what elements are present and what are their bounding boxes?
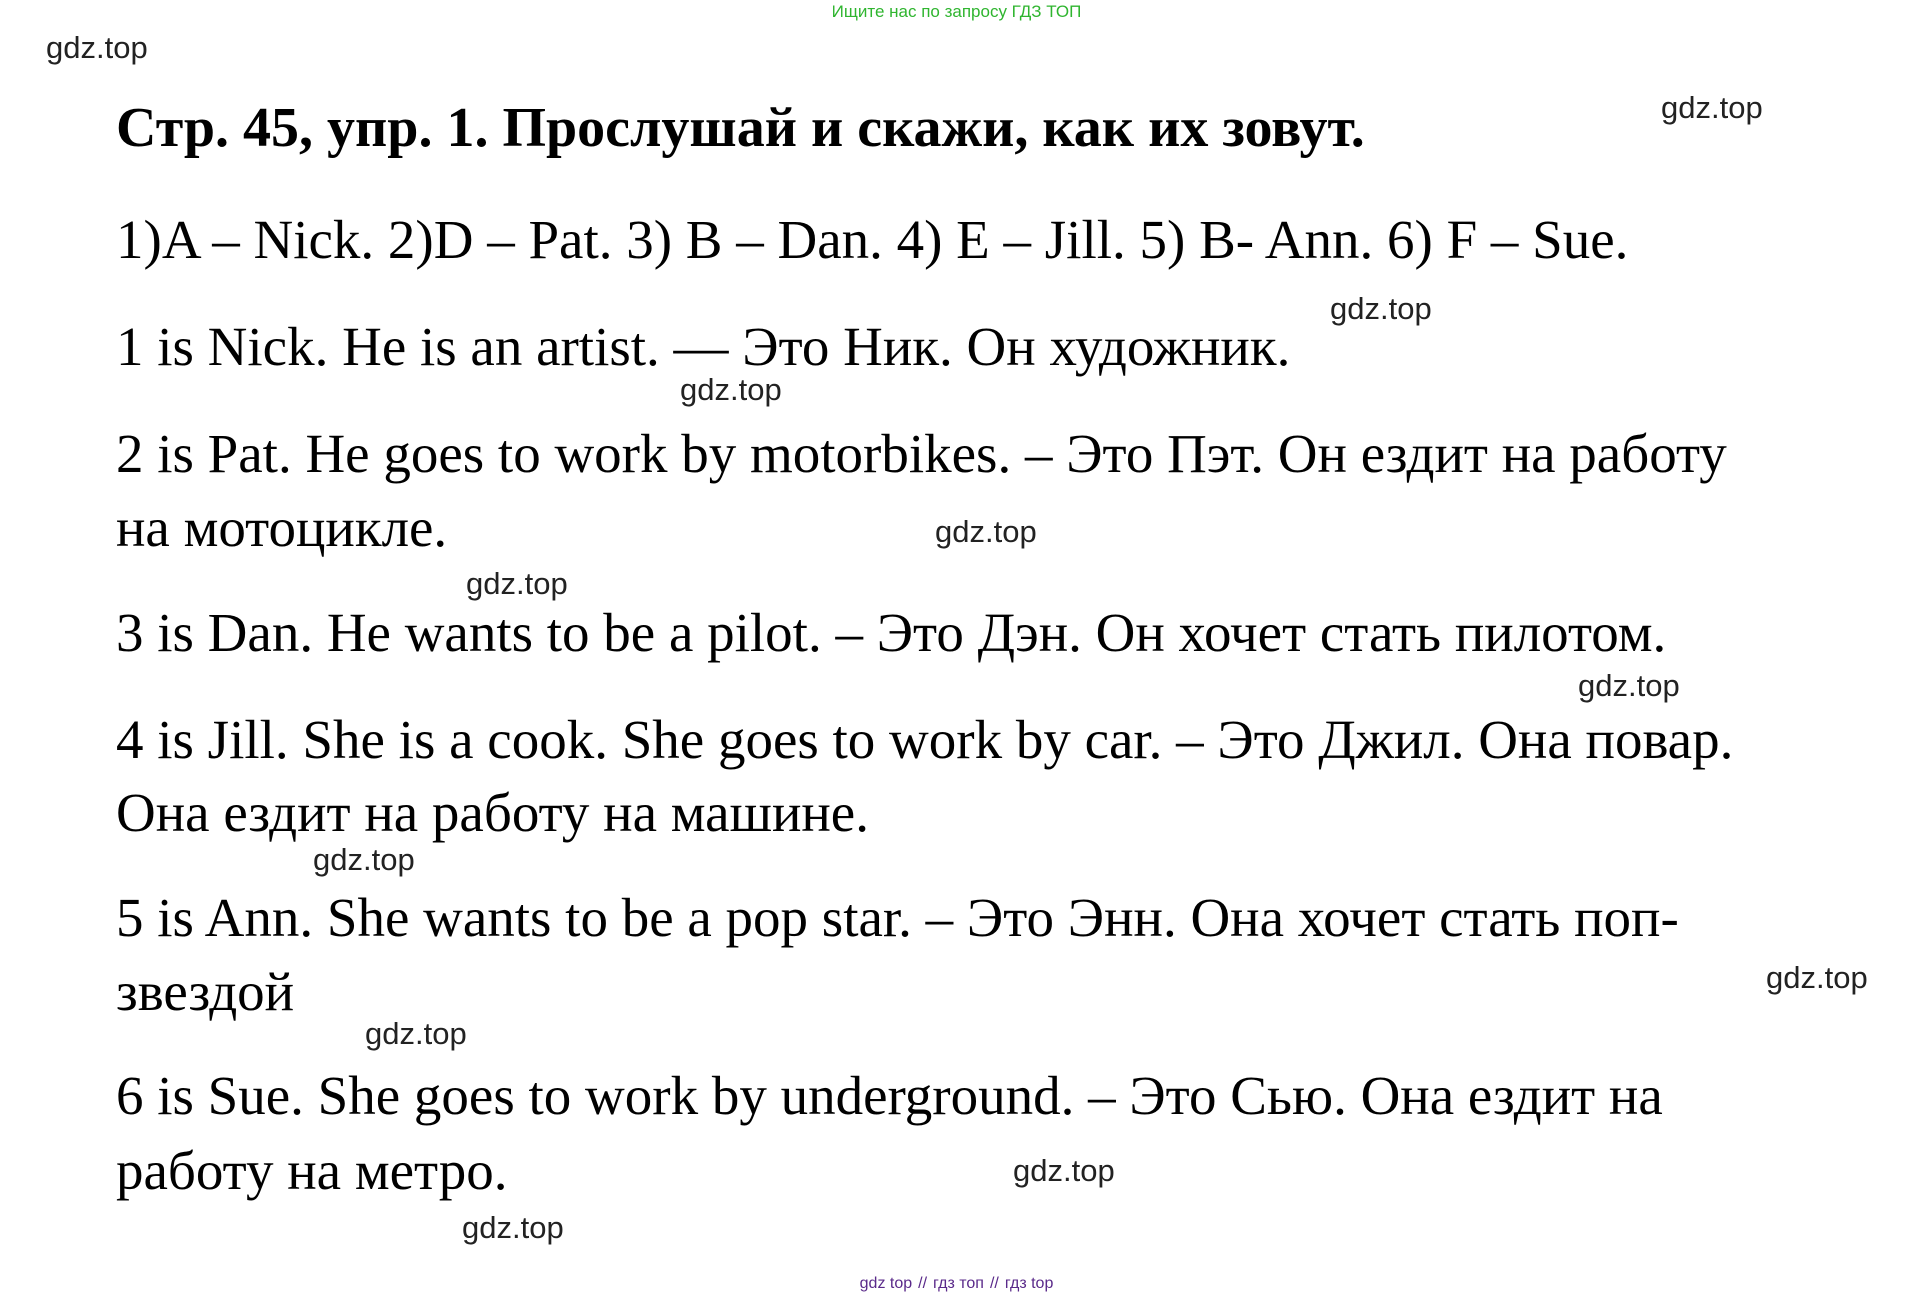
watermark: gdz.top bbox=[313, 842, 415, 877]
watermark: gdz.top bbox=[935, 514, 1037, 549]
watermark: gdz.top bbox=[466, 566, 568, 601]
text-line: на мотоцикле. bbox=[116, 497, 448, 558]
text-line: 5 is Ann. She wants to be a pop star. – Это Энн. Она хочет стать поп- bbox=[116, 887, 1679, 948]
footer-separator: // bbox=[918, 1275, 928, 1292]
watermark: gdz.top bbox=[1013, 1153, 1115, 1188]
watermark: gdz.top bbox=[1766, 960, 1868, 995]
text-line: Она ездит на работу на машине. bbox=[116, 782, 869, 843]
watermark: gdz.top bbox=[46, 30, 148, 65]
footer-separator: // bbox=[989, 1275, 999, 1292]
footer-link[interactable]: гдз топ bbox=[933, 1275, 984, 1292]
footer-link[interactable]: гдз top bbox=[1004, 1275, 1054, 1292]
text-line: 1 is Nick. He is an artist. — Это Ник. Он художник. bbox=[116, 316, 1291, 377]
watermark: gdz.top bbox=[1661, 90, 1763, 125]
text-line: 3 is Dan. He wants to be a pilot. – Это Дэн. Он хочет стать пилотом. bbox=[116, 602, 1667, 663]
text-line: 6 is Sue. She goes to work by underground. – Это Сью. Она ездит на bbox=[116, 1065, 1663, 1126]
footer-link[interactable]: gdz top bbox=[859, 1275, 913, 1292]
footer-links bbox=[0, 1275, 1913, 1293]
top-banner: Ищите нас по запросу ГДЗ ТОП bbox=[831, 2, 1082, 21]
text-line: работу на метро. bbox=[116, 1140, 508, 1201]
watermark: gdz.top bbox=[365, 1016, 467, 1051]
text-line: звездой bbox=[116, 961, 295, 1022]
watermark: gdz.top bbox=[680, 372, 782, 407]
watermark: gdz.top bbox=[1578, 668, 1680, 703]
text-line: 4 is Jill. She is a cook. She goes to work by car. – Это Джил. Она повар. bbox=[116, 709, 1734, 770]
text-line: 2 is Pat. He goes to work by motorbikes. – Это Пэт. Он ездит на работу bbox=[116, 423, 1727, 484]
answers-line: 1)A – Nick. 2)D – Pat. 3) B – Dan. 4) E – Jill. 5) B- Ann. 6) F – Sue. bbox=[116, 209, 1629, 270]
watermark: gdz.top bbox=[462, 1210, 564, 1245]
watermark: gdz.top bbox=[1330, 291, 1432, 326]
page-title: Стр. 45, упр. 1. Прослушай и скажи, как их зовут. bbox=[116, 97, 1365, 159]
